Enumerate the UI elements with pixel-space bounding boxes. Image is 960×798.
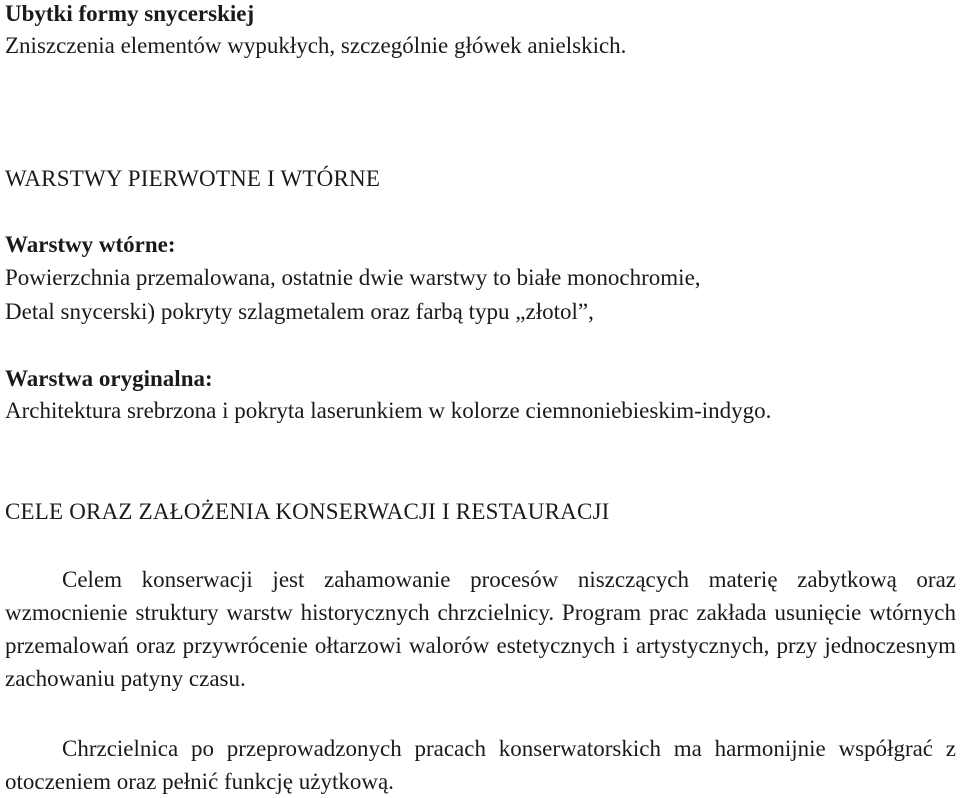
original-layer-description: Architektura srebrzona i pokryta laserunkiem w kolorze ciemnoniebieskim-indygo. [5,398,772,423]
losses-description: Zniszczenia elementów wypukłych, szczególnie główek anielskich. [5,33,627,58]
goals-paragraph-2: Chrzcielnica po przeprowadzonych pracach konserwatorskich ma harmonijnie współgrać z otoczeniem oraz pełnić funkcję użytkową. [5,736,956,794]
secondary-layers-label: Warstwy wtórne: [5,232,176,257]
original-layer-label: Warstwa oryginalna: [5,366,213,391]
secondary-layers-line-2: Detal snycerski) pokryty szlagmetalem oraz farbą typu „złotol”, [5,299,594,324]
section-title-losses: Ubytki formy snycerskiej [5,1,255,26]
section-heading-goals: CELE ORAZ ZAŁOŻENIA KONSERWACJI I RESTAURACJI [5,499,610,524]
section-heading-layers: WARSTWY PIERWOTNE I WTÓRNE [5,166,381,191]
goals-paragraph-1: Celem konserwacji jest zahamowanie procesów niszczących materię zabytkową oraz wzmocnienie struktury warstw historycznych chrzcielnicy. Program prac zakłada usunięcie wtórnych przemalowań oraz przywrócenie ołtarzowi walorów estetycznych i artystycznych, przy jednoczesnym zachowaniu patyny czasu. [5,567,956,691]
secondary-layers-line-1: Powierzchnia przemalowana, ostatnie dwie warstwy to białe monochromie, [5,265,701,290]
